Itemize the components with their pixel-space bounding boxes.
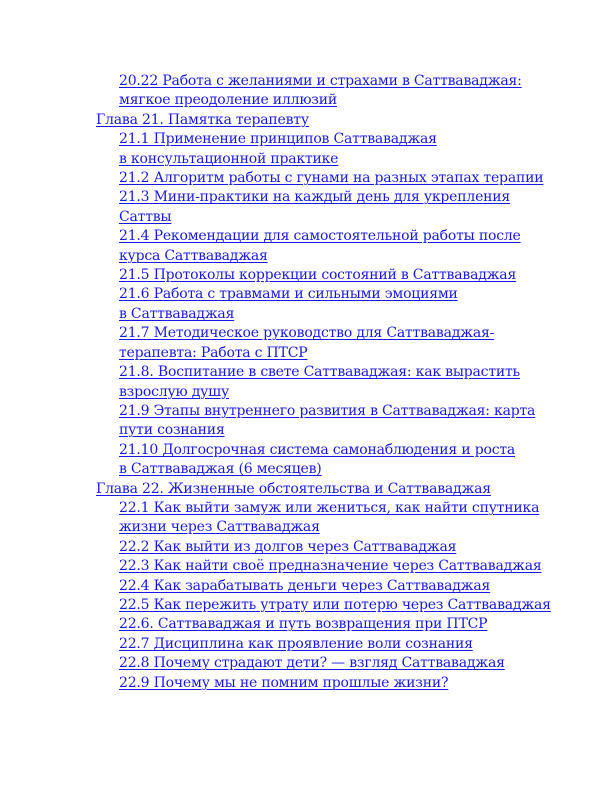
toc-link-text-line: в Саттваваджая (6 месяцев) xyxy=(119,461,322,478)
toc-link-text-line: 21.8. Воспитание в свете Саттваваджая: как вырастить xyxy=(119,364,520,381)
toc-link-text-line: 21.1 Применение принципов Саттваваджая xyxy=(119,131,437,148)
toc-link-text-line: жизни через Саттваваджая xyxy=(119,519,320,536)
toc-section-link[interactable] xyxy=(0,557,605,576)
toc-section-link[interactable] xyxy=(0,674,605,693)
toc-section-link[interactable] xyxy=(0,324,605,363)
toc-section-link[interactable] xyxy=(0,615,605,634)
toc-section-link[interactable] xyxy=(0,285,605,324)
toc-link-text-line: 21.3 Мини-практики на каждый день для укрепления xyxy=(119,189,511,206)
toc-link-text-line: терапевта: Работа с ПТСР xyxy=(119,344,308,361)
toc-link-text-line: 21.2 Алгоритм работы с гунами на разных этапах терапии xyxy=(119,170,544,187)
toc-link-text-line: 22.1 Как выйти замуж или жениться, как найти спутника xyxy=(119,499,540,516)
toc-link-text-line: 21.7 Методическое руководство для Саттваваджая- xyxy=(119,325,495,342)
toc-link-text-line: 21.5 Протоколы коррекции состояний в Саттваваджая xyxy=(119,267,517,284)
toc-chapter-link[interactable] xyxy=(0,480,605,499)
toc-link-text-line: мягкое преодоление иллюзий xyxy=(119,92,338,109)
toc-link-text-line: 22.4 Как зарабатывать деньги через Саттваваджая xyxy=(119,577,491,594)
toc-section-link[interactable] xyxy=(0,363,605,402)
toc-link-text-line: 22.5 Как пережить утрату или потерю через Саттваваджая xyxy=(119,596,551,613)
toc-section-link[interactable] xyxy=(0,538,605,557)
toc-link-text-line: 20.22 Работа с желаниями и страхами в Саттваваджая: xyxy=(119,73,522,89)
toc-link-text-line: 21.10 Долгосрочная система самонаблюдения и роста xyxy=(119,441,516,458)
toc-section-link[interactable] xyxy=(0,402,605,441)
toc-section-link[interactable] xyxy=(0,441,605,480)
toc-link-text-line: 22.9 Почему мы не помним прошлые жизни? xyxy=(119,674,449,691)
toc-section-link[interactable] xyxy=(0,635,605,654)
toc-link-text-line: в Саттваваджая xyxy=(119,305,235,322)
toc-section-link[interactable] xyxy=(0,188,605,227)
toc-link-text-line: взрослую душу xyxy=(119,383,230,400)
toc-link-text-line: 22.8 Почему страдают дети? — взгляд Саттваваджая xyxy=(119,655,505,672)
toc-link-text-line: 22.7 Дисциплина как проявление воли сознания xyxy=(119,635,473,652)
toc-section-link[interactable] xyxy=(0,596,605,615)
toc-section-link[interactable] xyxy=(0,227,605,266)
toc-section-link[interactable] xyxy=(0,499,605,538)
toc-section-link[interactable] xyxy=(0,266,605,285)
toc-link-text-line: в консультационной практике xyxy=(119,150,339,167)
toc-section-link[interactable] xyxy=(0,169,605,188)
toc-link-text-line: Глава 22. Жизненные обстоятельства и Саттваваджая xyxy=(96,480,491,497)
toc-chapter-link[interactable] xyxy=(0,111,605,130)
toc-link-text-line: пути сознания xyxy=(119,422,225,439)
toc-link-text-line: 22.6. Саттваваджая и путь возвращения при ПТСР xyxy=(119,616,488,633)
toc-section-link[interactable] xyxy=(0,130,605,169)
table-of-contents xyxy=(0,72,605,693)
toc-link-text-line: Глава 21. Памятка терапевту xyxy=(96,111,309,128)
toc-section-link[interactable] xyxy=(0,72,605,111)
toc-link-text-line: 21.6 Работа с травмами и сильными эмоциями xyxy=(119,286,458,303)
toc-section-link[interactable] xyxy=(0,577,605,596)
toc-link-text-line: курса Саттваваджая xyxy=(119,247,268,264)
toc-section-link[interactable] xyxy=(0,654,605,673)
toc-link-text-line: 21.9 Этапы внутреннего развития в Саттваваджая: карта xyxy=(119,402,536,419)
toc-link-text-line: 22.3 Как найти своё предназначение через Саттваваджая xyxy=(119,558,542,575)
toc-link-text-line: 22.2 Как выйти из долгов через Саттваваджая xyxy=(119,538,457,555)
toc-link-text-line: Саттвы xyxy=(119,208,172,225)
toc-link-text-line: 21.4 Рекомендации для самостоятельной работы после xyxy=(119,228,521,245)
